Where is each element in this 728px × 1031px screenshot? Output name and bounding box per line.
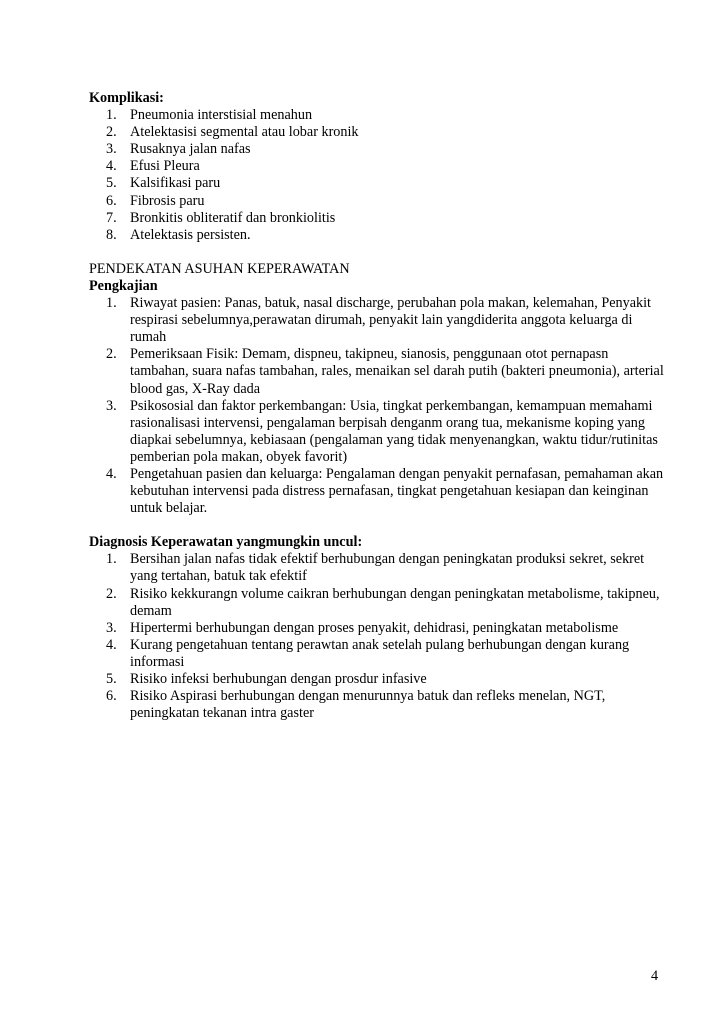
list-number: 3. — [106, 397, 117, 414]
list-item-text: Bersihan jalan nafas tidak efektif berhubungan dengan peningkatan produksi sekret, sekret yang tertahan, batuk tak efektif — [130, 551, 645, 585]
list-item — [89, 398, 669, 466]
list-item-text: Pemeriksaan Fisik: Demam, dispneu, takipneu, sianosis, penggunaan otot pernapasn tambahan, suara nafas tambahan, rales, menaikan sel darah putih (bakteri pneumonia), arterial blood gas, X-Ray dada — [130, 346, 664, 397]
spacer — [89, 517, 669, 534]
list-number: 2. — [106, 585, 117, 602]
list-number: 6. — [106, 688, 117, 705]
list-item-text: Kurang pengetahuan tentang perawtan anak setelah pulang berhubungan dengan kurang informasi — [130, 636, 630, 670]
list-number: 5. — [106, 671, 117, 687]
list-item — [89, 620, 669, 637]
list-item-text: Rusaknya jalan nafas — [130, 141, 251, 158]
spacer — [89, 244, 669, 261]
list-number: 2. — [106, 346, 117, 363]
list-number: 8. — [106, 226, 117, 243]
page-number: 4 — [651, 968, 659, 984]
list-number: 1. — [106, 295, 117, 312]
list-item-text: Riwayat pasien: Panas, batuk, nasal discharge, perubahan pola makan, kelemahan, Penyakit respirasi sebelumnya,perawatan dirumah, penyakit lain yangdiderita anggota keluarga di rumah — [130, 295, 651, 346]
list-item — [89, 107, 669, 124]
list-item — [89, 193, 669, 210]
list-number: 4. — [106, 465, 117, 482]
komplikasi-heading: Komplikasi: — [89, 90, 164, 106]
list-item-text: Hipertermi berhubungan dengan proses penyakit, dehidrasi, peningkatan metabolisme — [130, 619, 619, 636]
list-item-text: Efusi Pleura — [130, 158, 200, 175]
list-item — [89, 124, 669, 141]
list-item — [89, 671, 669, 688]
list-item-text: Bronkitis obliteratif dan bronkiolitis — [130, 209, 336, 226]
list-item — [89, 586, 669, 620]
list-item — [89, 637, 669, 671]
list-item — [89, 346, 669, 397]
list-item-text: Risiko kekkurangn volume caikran berhubungan dengan peningkatan metabolisme, takipneu, demam — [130, 585, 660, 619]
diagnosis-heading: Diagnosis Keperawatan yangmungkin uncul: — [89, 534, 363, 551]
list-number: 3. — [106, 619, 117, 636]
list-number: 4. — [106, 636, 117, 653]
list-item-text: Pengetahuan pasien dan keluarga: Pengalaman dengan penyakit pernafasan, pemahaman akan kebutuhan intervensi pada distress pernafasan, tingkat pengetahuan kesiapan dan keinginan untuk belajar. — [130, 465, 664, 517]
list-item — [89, 227, 669, 244]
komplikasi-list — [89, 107, 669, 244]
list-item — [89, 688, 669, 722]
list-number: 3. — [106, 141, 117, 158]
list-item-text: Atelektasisi segmental atau lobar kronik — [130, 124, 359, 141]
list-item — [89, 175, 669, 192]
list-number: 4. — [106, 158, 117, 175]
list-item-text: Kalsifikasi paru — [130, 175, 221, 192]
list-item — [89, 158, 669, 175]
list-item — [89, 551, 669, 585]
list-number: 1. — [106, 551, 117, 568]
pengkajian-heading: Pengkajian — [89, 277, 158, 294]
list-item — [89, 295, 669, 346]
list-item-text: Psikososial dan faktor perkembangan: Usia, tingkat perkembangan, kemampuan memahami rasionalisasi intervensi, pengalaman berpisah denganm orang tua, mekanisme koping yang diapkai sebelumnya, kebiasaan (pengalaman yang tidak menyenangkan, waktu tidur/rutinitas pemberian pola makan, obyek favorit) — [130, 397, 658, 465]
list-item — [89, 141, 669, 158]
list-item-text: Risiko infeksi berhubungan dengan prosdur infasive — [130, 671, 427, 687]
diagnosis-list — [89, 551, 669, 722]
list-number: 5. — [106, 175, 117, 192]
list-number: 1. — [106, 107, 117, 124]
list-number: 7. — [106, 209, 117, 226]
list-number: 2. — [106, 124, 117, 141]
pendekatan-heading: PENDEKATAN ASUHAN KEPERAWATAN — [89, 260, 350, 277]
list-item — [89, 466, 669, 517]
list-item-text: Pneumonia interstisial menahun — [130, 107, 313, 124]
list-item — [89, 210, 669, 227]
pengkajian-list — [89, 295, 669, 517]
list-number: 6. — [106, 192, 117, 209]
list-item-text: Risiko Aspirasi berhubungan dengan menurunnya batuk dan refleks menelan, NGT, peningkatan tekanan intra gaster — [130, 688, 606, 722]
list-item-text: Fibrosis paru — [130, 192, 205, 209]
list-item-text: Atelektasis persisten. — [130, 226, 251, 243]
document-page — [89, 90, 669, 722]
